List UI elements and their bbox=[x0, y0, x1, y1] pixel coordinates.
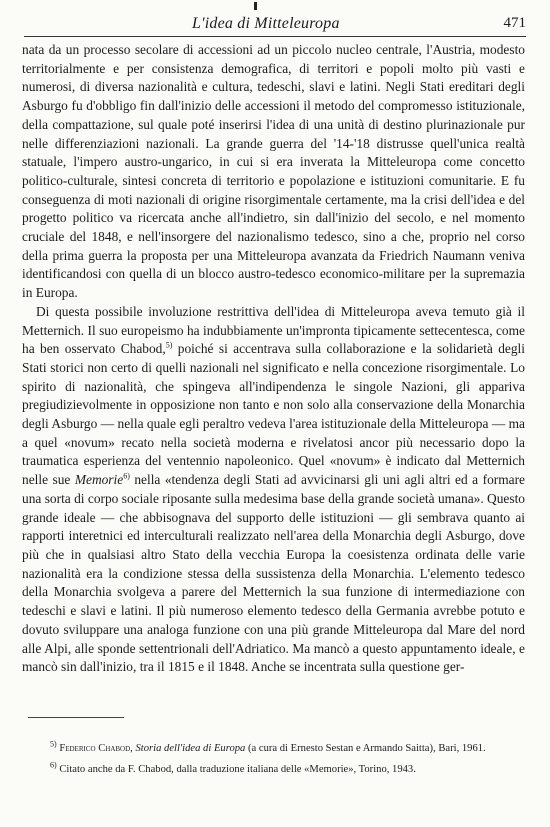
paragraph-2 bbox=[22, 303, 525, 677]
page-header bbox=[24, 14, 526, 37]
footnote-6-text: Citato anche da F. Chabod, dalla traduzione italiana delle «Memorie», Torino, 1943. bbox=[59, 764, 416, 775]
paragraph-2-part-b: poiché si accentrava sulla collaborazione e la solidarietà degli Stati storici non certo di quelli nazionali nel significato e nella concezione risorgimentale. Lo spirito di nazionalità, che spingeva all'indipendenza le singole Nazioni, gli appariva pregiudizievolmente in opposizione non tanto e non solo alla conservazione della Monarchia degli Asburgo — nella quale egli peraltro vedeva l'area istituzionale della Mitteleuropa — ma a quel «novum» recato nella società moderna e rivelatosi ancor più necessario dopo la traumatica esperienza del ventennio napoleonico. Quel «novum» è indicato dal Metternich nelle sue bbox=[22, 341, 525, 488]
footnote-6 bbox=[24, 761, 524, 778]
ink-mark bbox=[254, 2, 257, 10]
paragraph-2-part-c: nella «tendenza degli Stati ad avvicinarsi gli uni agli altri ed a formare una sorta di corpo sociale riposante sulla medesima base della grande società umana». Questo grande ideale — che abbisognava del supporto delle istituzioni — gli sembrava quanto ai rapporti interetnici ed interculturali realizzato nell'area della Monarchia degli Asburgo, dove più che in qualsiasi altro Stato della vecchia Europa la coesistenza ordinata delle varie nazionalità era la condizione stessa della sussistenza della Monarchia. L'elemento tedesco della Monarchia svolgeva a parere del Metternich la sua funzione di intermediazione con tedeschi e slavi e latini. Il più numeroso elemento tedesco della Germania avrebbe potuto e dovuto sviluppare una analoga funzione con una più grande Mitteleuropa dal Mare del nord alle Alpi, alle sponde settentrionali dell'Adriatico. Ma mancò a questo appuntamento ideale, e mancò sin dall'inizio, tra il 1815 e il 1848. Anche se incentrata sulla questione ger- bbox=[22, 472, 525, 675]
running-title: L'idea di Mitteleuropa bbox=[192, 15, 340, 32]
page-number: 471 bbox=[503, 15, 526, 31]
footnote-ref-5: 5) bbox=[165, 340, 173, 350]
footnotes bbox=[24, 740, 524, 782]
body-text bbox=[22, 41, 525, 677]
paragraph-1: nata da un processo secolare di accessioni ad un piccolo nucleo centrale, l'Austria, modesto territorialmente e per consistenza demografica, di territori e popoli molto più vasti e numerosi, di diversa nazionalità e cultura, tedeschi, slavi e latini. Negli Stati ereditari degli Asburgo fu d'obbligo fin dall'inizio delle accessioni il metodo del compromesso istituzionale, della compattazione, sul quale poté inserirsi l'idea di una unità di destino plurinazionale pur nelle differenziazioni nazionali. La grande guerra del '14-'18 distrusse quell'unica realtà statuale, l'impero austro-ungarico, in cui si era inverata la Mitteleuropa come concetto politico-culturale, sintesi concreta di territorio e popolazione e istituzioni comunitarie. E fu conseguenza di moti nazionali di origine risorgimentale certamente, ma la crisi dell'idea e del progetto politico va ricercata anche all'indietro, sin dall'inizio del secolo, e nel momento cruciale del 1848, e nell'insorgere del nazionalismo tedesco, sino a che, proprio nel corso della prima guerra la proposta per una Mitteleuropa avanzata da Friedrich Naumann veniva identificandosi con quella di un blocco austro-tedesco economico-militare per la supremazia in Europa. bbox=[22, 42, 525, 301]
footnote-5-title: Storia dell'idea di Europa bbox=[135, 743, 246, 754]
paragraph-2-part-a: Di questa possibile involuzione restrittiva dell'idea di Mitteleuropa aveva temuto già il Metternich. Il suo europeismo ha indubbiamente un'impronta tipicamente settecentesca, come ha ben osservato Chabod, bbox=[22, 303, 525, 357]
footnote-5-rest: (a cura di Ernesto Sestan e Armando Saitta), Bari, 1961. bbox=[248, 743, 486, 754]
memorie-title: Memorie bbox=[74, 472, 124, 488]
footnote-6-number: 6) bbox=[50, 760, 57, 770]
footnote-5-number: 5) bbox=[50, 739, 57, 749]
footnote-5-author: Federico Chabod, bbox=[59, 743, 133, 754]
footnote-rule bbox=[28, 717, 124, 718]
footnote-5 bbox=[24, 740, 524, 757]
footnote-ref-6: 6) bbox=[123, 471, 130, 481]
